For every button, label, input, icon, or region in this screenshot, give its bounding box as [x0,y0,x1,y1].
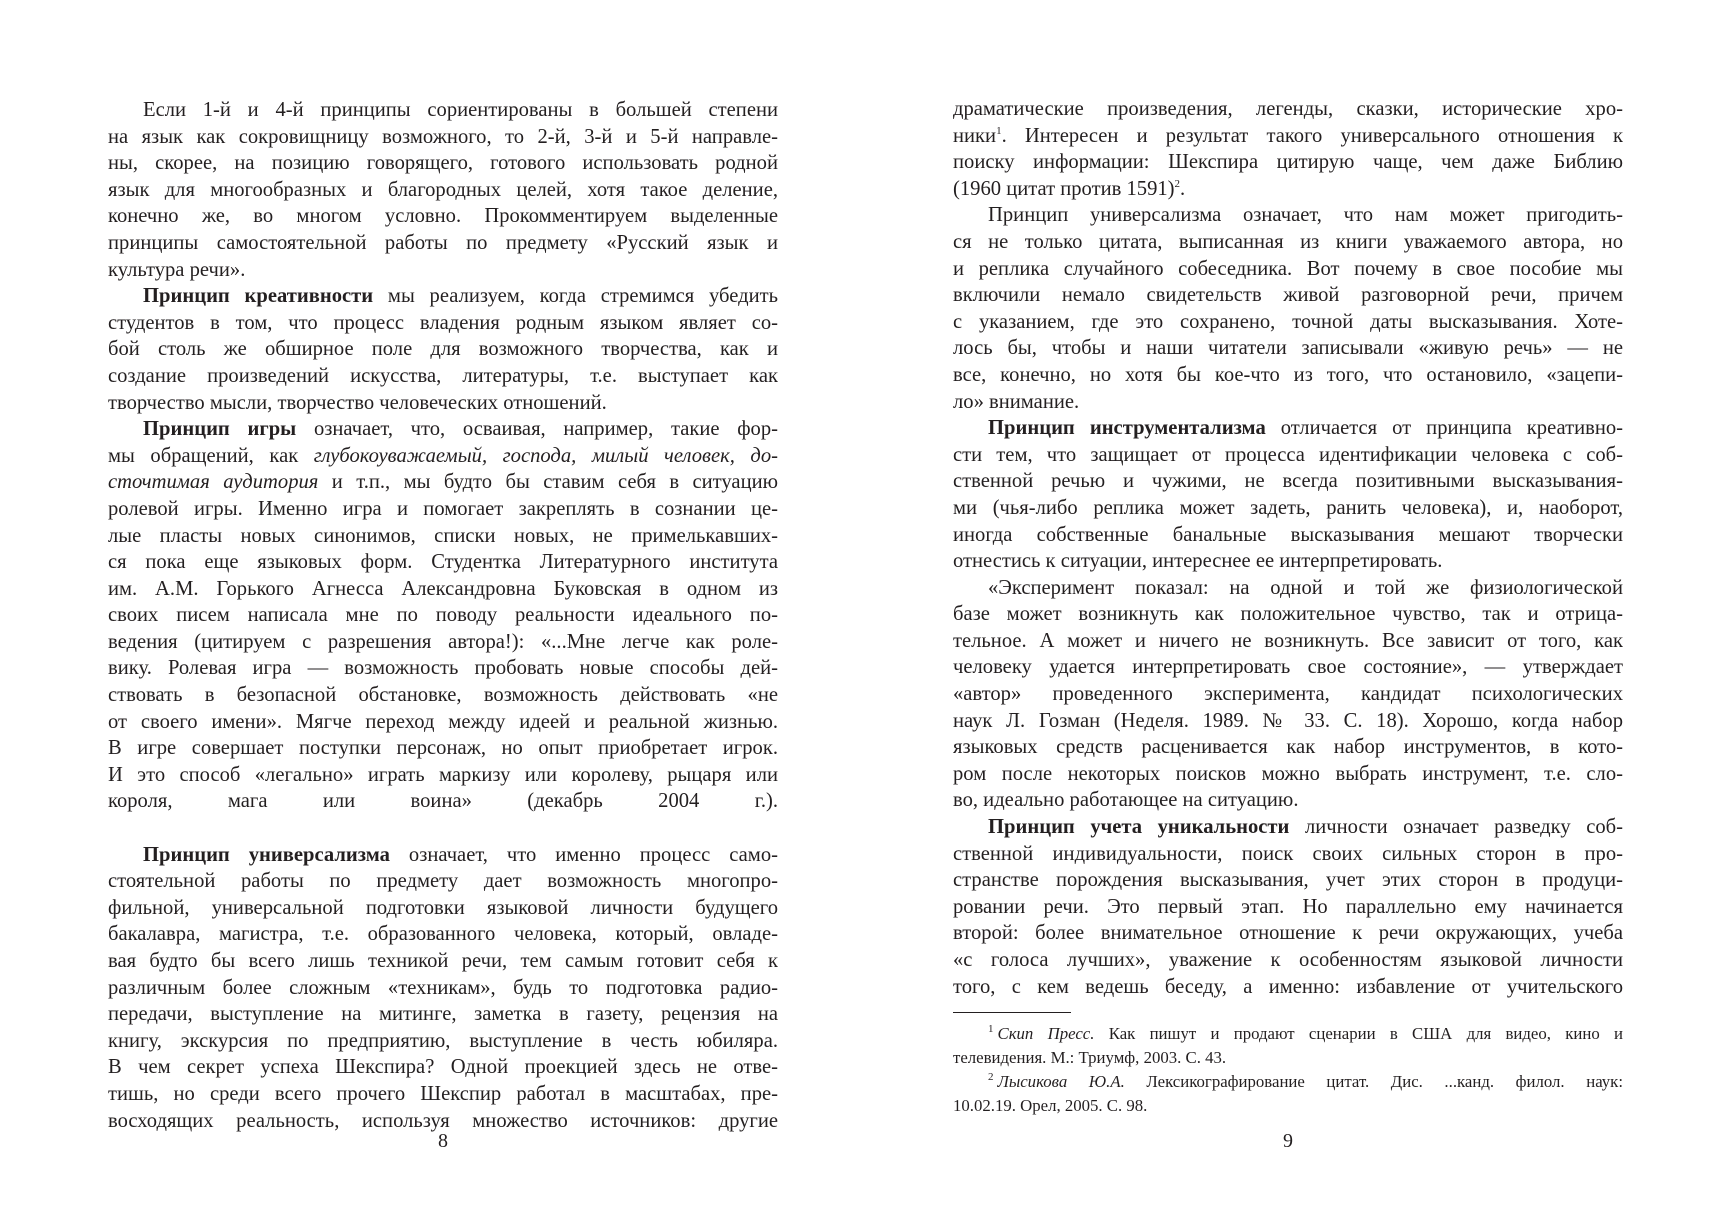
right-page [953,0,1623,1211]
text-line: вая будто бы всего лишь техникой речи, тем самым готовит себя к [108,950,778,972]
text-line: того, с кем ведешь беседу, а именно: избавление от учительского [953,975,1623,998]
text-line: базе может возникнуть как положительное чувство, так и отрица- [953,603,1623,626]
paragraph-experiment-quote [953,575,1623,814]
text-line: Принцип универсализма означает, что нам может пригодить- [988,204,1623,227]
footnote-divider [953,1012,1071,1013]
text-line: лые пласты новых синонимов, списки новых, не примелькавших- [108,524,778,547]
paragraph-principle-instrumentalism [953,415,1623,575]
principle-term: Принцип универсализма [143,843,390,866]
text-line: странстве порождения высказывания, учет этих сторон в продуци- [953,869,1623,892]
text-line [108,443,778,470]
text-line: включили немало свидетельств живой разговорной речи, причем [953,284,1623,307]
text-line: драматические произведения, легенды, сказки, исторические хро- [953,98,1623,120]
text-line: стоятельной работы по предмету дает возможность многопро- [108,870,778,893]
italic-fragment: глубокоуважаемый, господа, милый человек, до- [313,444,778,467]
text-line: сти тем, что защищает от процесса идентификации человека с соб- [953,443,1623,466]
text-fragment: мы обращений, как [108,444,314,467]
text-line: поиску информации: Шекспира цитирую чаще, чем даже Библию [953,151,1623,174]
footnote-ref-2[interactable]: 2 [1174,177,1181,190]
text-line: языковых средств расценивается как набор инструментов, в кото- [953,736,1623,759]
footnote-ref-1[interactable]: 1 [996,124,1002,137]
text-fragment: ники [953,124,997,147]
text-line: 10.02.19. Орел, 2005. С. 98. [953,1096,1148,1115]
text-line: во, идеально работающее на ситуацию. [953,789,1299,812]
text-fragment: означает, что именно процесс само- [389,843,778,866]
footnotes [953,1022,1623,1118]
paragraph-principle-uniqueness [953,814,1623,1000]
text-line: принципы самостоятельной работы по предмету «Русский язык и [108,231,778,254]
text-line: ственной речью и чужими, не всегда позитивными высказывания- [953,470,1623,493]
text-fragment: (1960 цитат против 1591) [953,177,1175,200]
text-line [953,1070,1623,1094]
text-line: В игре совершает поступки персонаж, но опыт приобретает игрок. [108,737,778,760]
principle-term: Принцип учета уникальности [988,816,1290,839]
text-line [108,842,778,869]
text-line [108,283,778,310]
footnote-mark: 2 [988,1071,994,1084]
text-line: ло» внимание. [953,390,1080,413]
text-line: «автор» проведенного эксперимента, кандидат психологических [953,683,1623,706]
text-line: фильной, универсальной подготовки языковой личности будущего [108,896,778,919]
paragraph-continued [953,96,1623,202]
text-line: телевидения. М.: Триумф, 2003. С. 43. [953,1048,1227,1067]
text-fragment: означает, что, осваивая, например, такие фор- [296,418,778,441]
text-line: передачи, выступление на митинге, заметка в газету, рецензия на [108,1003,778,1026]
text-line: И это способ «легально» играть маркизу или королеву, рыцаря или [108,763,778,786]
footnote-author: Лысикова Ю.А. [997,1072,1125,1091]
text-line: второй: более внимательное отношение к речи окружающих, учеба [953,922,1623,945]
text-line: иногда собственные банальные высказывания мешают творчески [953,523,1623,546]
text-fragment: Как пишут и продают сценарии в США для видео, кино и [1094,1024,1623,1043]
left-page-body [108,97,778,1134]
paragraph-1 [108,97,778,283]
principle-term: Принцип креативности [143,285,374,308]
text-line: Если 1-й и 4-й принципы сориентированы в большей степени [143,99,778,121]
principle-term: Принцип инструментализма [988,417,1266,440]
page-number: 8 [438,1130,448,1152]
text-line: язык для многообразных и благородных целей, хотя такое деление, [108,178,778,201]
text-fragment: Лексикографирование цитат. Дис. ...канд. филол. наук: [1124,1072,1623,1091]
text-line: конечно же, во многом условно. Прокомментируем выделенные [108,205,778,228]
text-fragment: мы реализуем, когда стремимся убедить [373,285,778,308]
text-line: В чем секрет успеха Шекспира? Одной проекцией здесь не отве- [108,1056,778,1079]
left-page [108,0,778,1211]
text-line: от своего имени». Мягче переход между идеей и реальной жизнью. [108,710,778,733]
text-line: ственной индивидуальности, поиск своих сильных сторон в про- [953,842,1623,865]
text-fragment: . [1180,177,1186,200]
text-line: бой столь же обширное поле для возможного творчества, как и [108,338,778,361]
text-line: ся пока еще языковых форм. Студентка Литературного института [108,551,778,574]
text-line: тишь, но среди всего прочего Шекспир работал в масштабах, пре- [108,1082,778,1105]
text-fragment: личности означает разведку соб- [1289,816,1623,839]
paragraph-universalism-quote [953,202,1623,415]
text-line: ровании речи. Это первый этап. Но параллельно ему начинается [953,895,1623,918]
text-line: и реплика случайного собеседника. Вот почему в свое пособие мы [953,257,1623,280]
text-line: культура речи». [108,258,246,281]
text-line: ролевой игры. Именно игра и помогает закреплять в сознании це- [108,497,778,520]
text-line: с указанием, где это сохранено, точной даты высказывания. Хоте- [953,310,1623,333]
text-line: ся не только цитата, выписанная из книги уважаемого автора, но [953,230,1623,253]
text-line: ведения (цитируем с разрешения автора!): «...Мне легче как роле- [108,630,778,653]
text-line: вику. Ролевая игра — возможность пробовать новые способы дей- [108,657,778,680]
footnote-1 [953,1022,1623,1070]
text-line: книгу, экскурсия по предприятию, выступление в честь юбиляра. [108,1029,778,1052]
text-line: тельное. А может и ничего не возникнуть. Все зависит от того, как [953,629,1623,652]
right-page-body [953,96,1623,1000]
text-fragment: отличается от принципа креативно- [1265,417,1623,440]
footnote-2 [953,1070,1623,1118]
text-line: ствовать в безопасной обстановке, возможность действовать «не [108,684,778,707]
page-number: 9 [1283,1130,1293,1152]
footnote-mark: 1 [988,1023,994,1036]
text-line [953,415,1623,442]
text-line: наук Л. Гозман (Неделя. 1989. № 33. С. 18). Хорошо, когда набор [953,709,1623,732]
text-line [953,123,1623,150]
text-line [108,469,778,496]
text-line: все, конечно, но хотя бы кое-что из того, что остановило, «зацепи- [953,363,1623,386]
text-line: ром после некоторых поисков можно выбрать инструмент, т.е. сло- [953,762,1623,785]
text-line: бакалавра, магистра, т.е. образованного человека, который, овладе- [108,923,778,946]
text-fragment: и т.п., мы будто бы ставим себя в ситуацию [318,471,778,494]
text-line: «Эксперимент показал: на одной и той же физиологической [988,576,1623,599]
text-line [953,814,1623,841]
text-line: на язык как сокровищницу возможного, то 2-й, 3-й и 5-й направле- [108,125,778,148]
text-line: отнестись к ситуации, интереснее ее интерпретировать. [953,550,1443,573]
text-line [953,1022,1623,1046]
italic-fragment: сточтимая аудитория [108,471,319,494]
text-line: своих писем написала мне по поводу реальности идеального по- [108,604,778,627]
paragraph-principle-game [108,416,778,842]
text-line: создание произведений искусства, литературы, т.е. выступает как [108,364,778,387]
text-line: восходящих реальность, используя множество источников: другие [108,1109,778,1132]
text-line: человеку удается интерпретировать свое состояние», — утверждает [953,656,1623,679]
text-line: различным более сложным «техникам», будь то подготовка радио- [108,976,778,999]
text-line [108,416,778,443]
text-line: студентов в том, что процесс владения родным языком являет со- [108,311,778,334]
text-line: творчество мысли, творчество человеческих отношений. [108,391,607,414]
principle-term: Принцип игры [143,418,297,441]
text-line: ны, скорее, на позицию говорящего, готового использовать родной [108,152,778,175]
text-line: «с голоса лучших», уважение к особенностям языковой личности [953,949,1623,971]
paragraph-principle-universalism [108,842,778,1135]
text-fragment: . Интересен и результат такого универсального отношения к [1001,124,1623,147]
footnote-author: Скип Пресс. [997,1024,1095,1043]
text-line [953,176,1623,203]
text-line: им. А.М. Горького Агнесса Александровна Буковская в одном из [108,577,778,600]
paragraph-principle-creativity [108,283,778,416]
text-line: лось бы, чтобы и наши читатели записывали «живую речь» — не [953,337,1623,360]
text-line [108,815,778,842]
text-line: ми (чья-либо реплика может задеть, ранить человека), и, наоборот, [953,496,1623,519]
text-line: короля, мага или воина» (декабрь 2004 г.). [108,790,778,813]
